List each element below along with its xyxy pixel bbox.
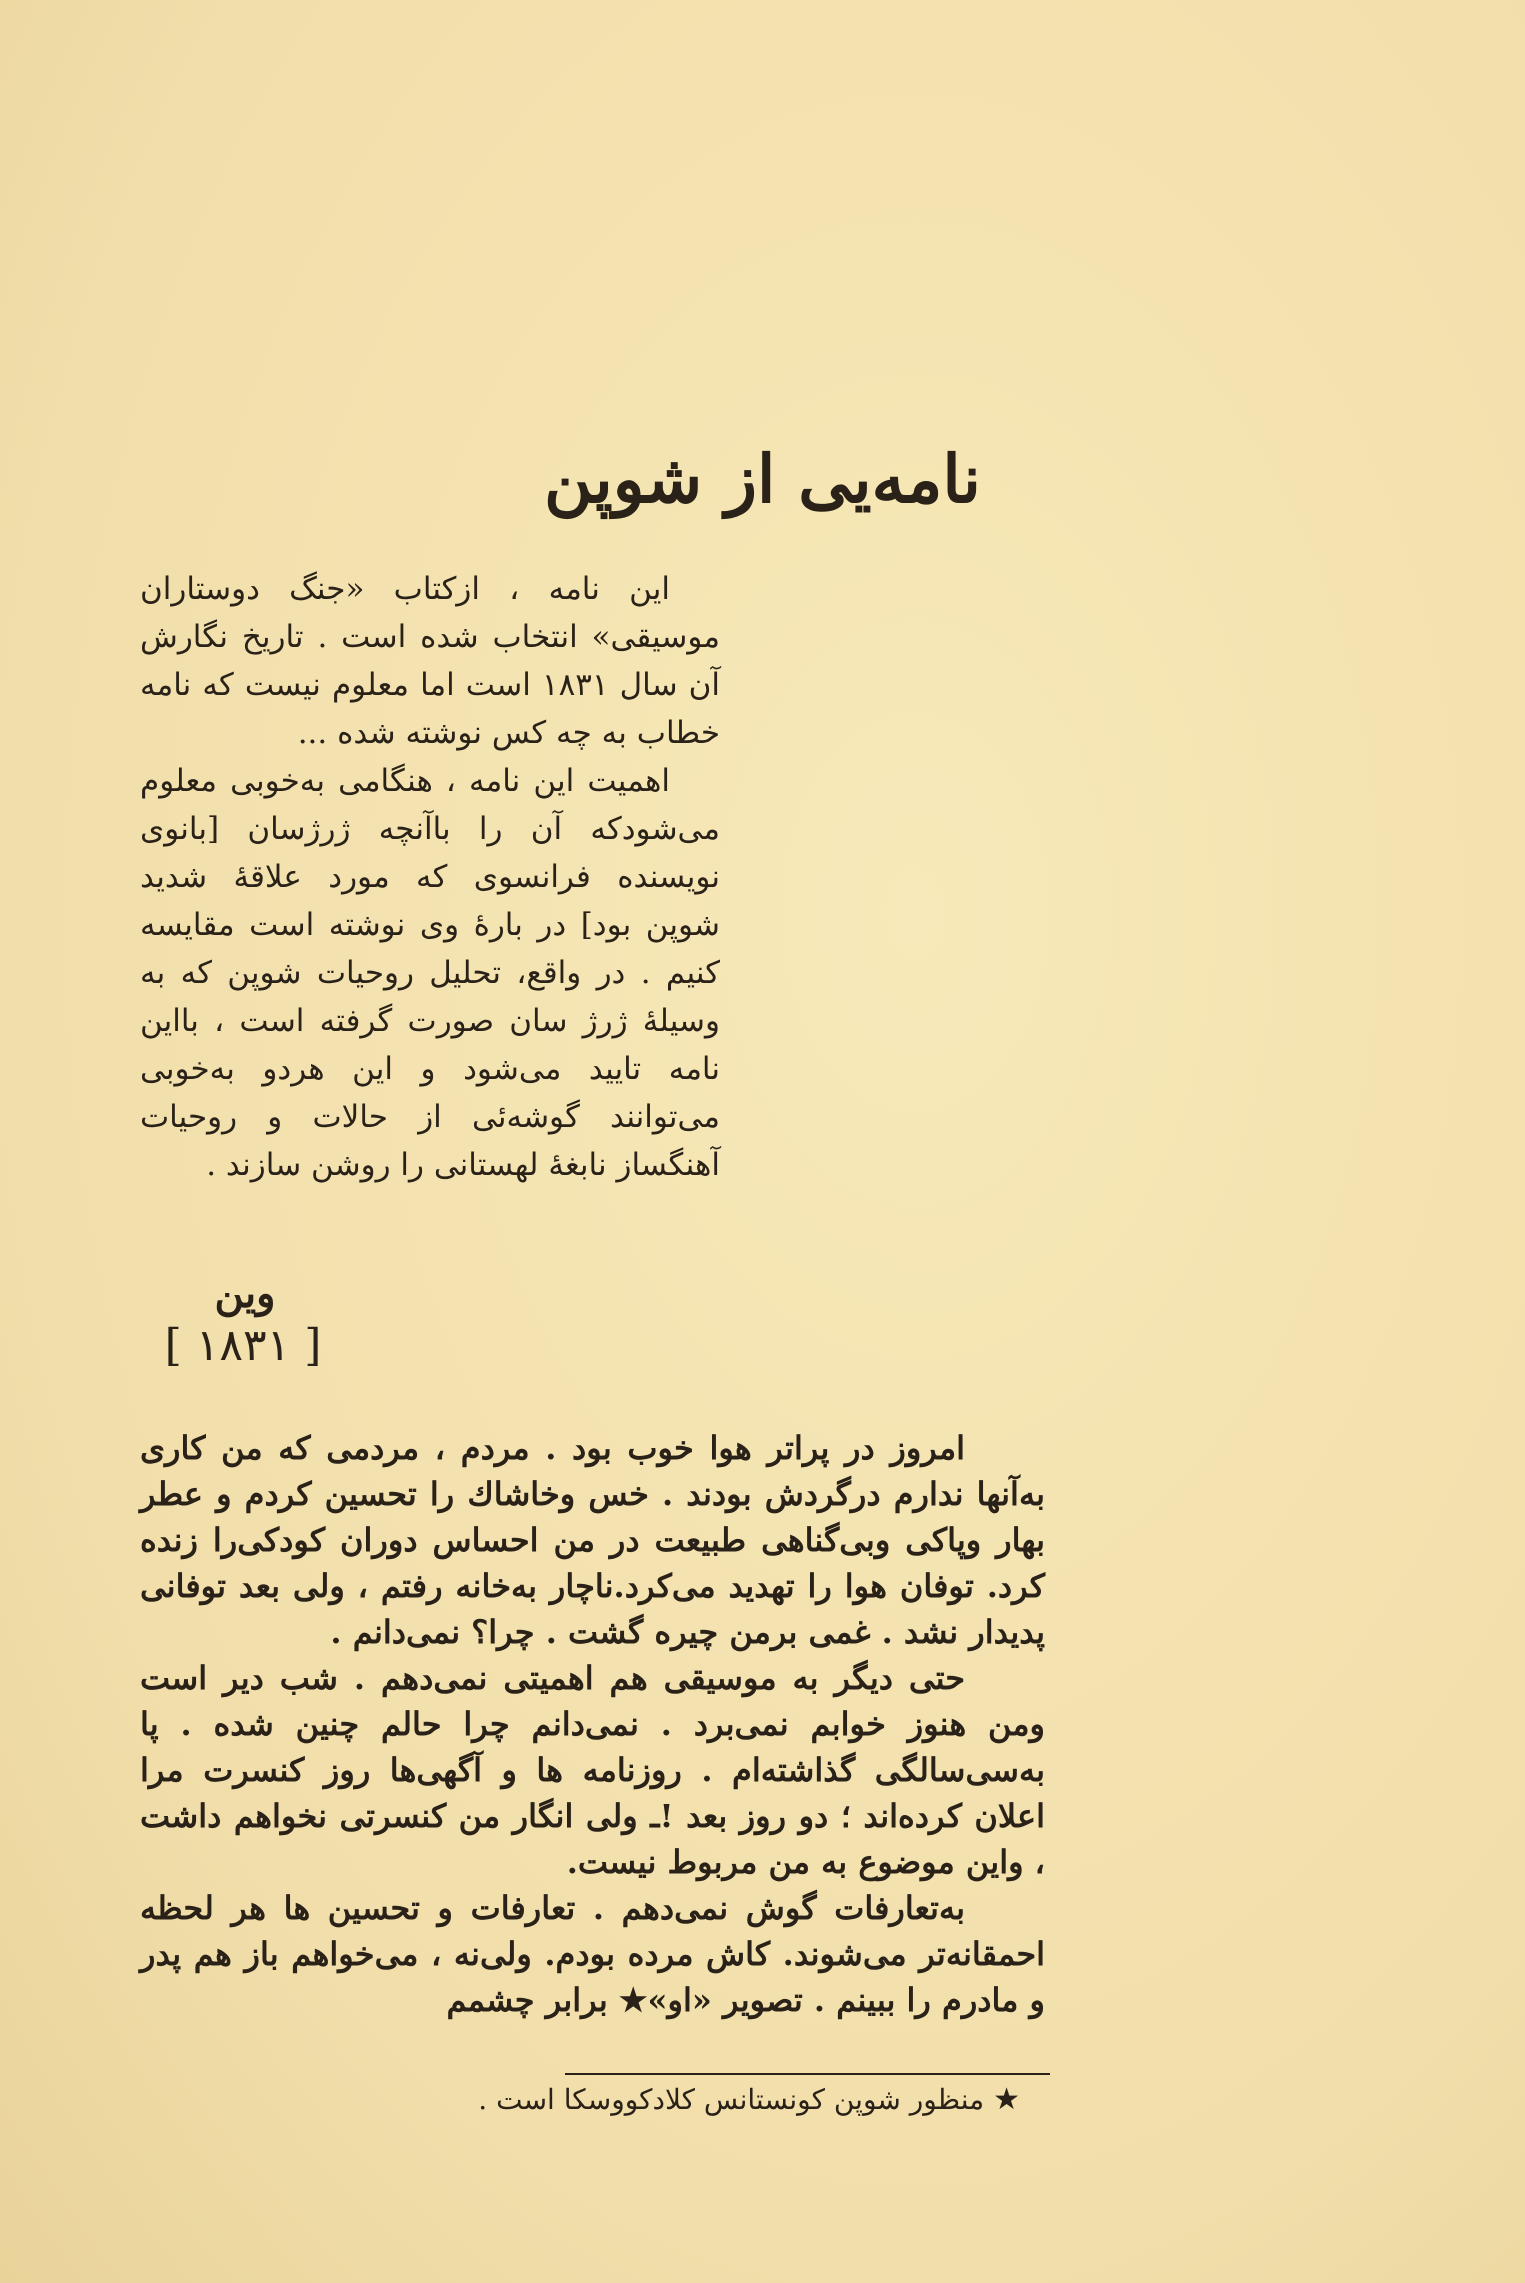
intro-text (140, 565, 720, 1189)
footnote (300, 2078, 1020, 2122)
letter-paragraph: به‌تعارفات گوش نمی‌دهم . تعارفات و تحسین ها هر لحظه احمقانه‌تر می‌شوند. کاش مرده بودم. ولی‌نه ، می‌خواهم باز هم پدر و مادرم را ببینم . تصویر «او»★ برابر چشمم (140, 1889, 1045, 2019)
letter-date (148, 1320, 338, 1371)
footnote-divider (565, 2073, 1050, 2075)
footnote-star-icon: ★ (993, 2082, 1020, 2117)
letter-body (140, 1425, 1045, 2023)
bracket-open: [ (164, 1320, 182, 1371)
intro-paragraph: اهمیت این نامه ، هنگامی به‌خوبی معلوم می‌شودکه آن را باآنچه ژرژسان [بانوی نویسنده فرانسوی که مورد علاقهٔ شدید شوپن بود] در بارهٔ وی نوشته است مقایسه کنیم . در واقع، تحلیل روحیات شوپن که به وسیلهٔ ژرژ سان صورت گرفته است ، بااین نامه تایید می‌شود و این هردو به‌خوبی می‌توانند گوشه‌ئی از حالات و روحیات آهنگساز نابغهٔ لهستانی را روشن سازند . (140, 763, 720, 1183)
footnote-text: منظور شوپن کونستانس کلادکووسکا است . (478, 2083, 985, 2116)
date-value: ۱۸۳۱ (195, 1320, 291, 1371)
letter-place: وین (214, 1270, 276, 1317)
intro-paragraph: این نامه ، ازکتاب «جنگ دوستاران موسیقی» انتخاب شده است . تاریخ نگارش آن سال ۱۸۳۱ است اما معلوم نیست که نامه خطاب به چه کس نوشته شده ... (140, 571, 720, 751)
letter-paragraph: امروز در پراتر هوا خوب بود . مردم ، مردمی که من کاری به‌آنها ندارم درگردش بودند . خس وخاشاك را تحسین کردم و عطر بهار وپاکی وبی‌گناهی طبیعت در من احساس دوران کودکی‌را زنده کرد. توفان هوا را تهدید می‌کرد.ناچار به‌خانه رفتم ، ولی بعد توفانی پدیدار نشد . غمی برمن چیره گشت . چرا؟ نمی‌دانم . (140, 1429, 1045, 1651)
page-title: نامه‌یی از شوپن (544, 440, 981, 518)
bracket-close: ] (304, 1320, 322, 1371)
letter-paragraph: حتی دیگر به موسیقی هم اهمیتی نمی‌دهم . شب دیر است ومن هنوز خوابم نمی‌برد . نمی‌دانم چرا حالم چنین شده . پا به‌سی‌سالگی گذاشته‌ام . روزنامه ها و آگهی‌ها روز کنسرت مرا اعلان کرده‌اند ؛ دو روز بعد !ـ ولی انگار من کنسرتی نخواهم داشت ، واین موضوع به من مربوط نیست. (140, 1659, 1045, 1881)
